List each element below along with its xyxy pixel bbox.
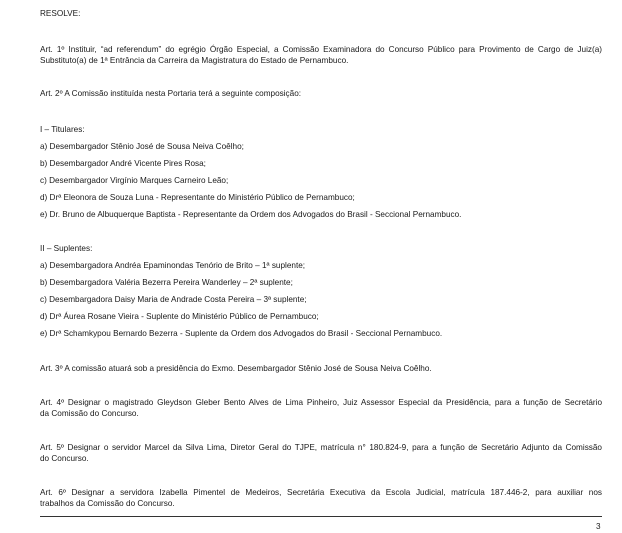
titular-item: a) Desembargador Stênio José de Sousa Neiva Coêlho; — [40, 142, 244, 151]
article-1-line-2: Substituto(a) de 1ª Entrância da Carreira da Magistratura do Estado de Pernambuco. — [40, 56, 349, 65]
article-3: Art. 3º A comissão atuará sob a presidência do Exmo. Desembargador Stênio José de Sousa Neiva Coêlho. — [40, 364, 432, 373]
article-6-line-1: Art. 6º Designar a servidora Izabella Pimentel de Medeiros, Secretária Executiva da Escola Judicial, matrícula 187.446-2, para auxiliar nos — [40, 488, 602, 497]
article-4-line-2: da Comissão do Concurso. — [40, 409, 139, 418]
article-5-line-1: Art. 5º Designar o servidor Marcel da Silva Lima, Diretor Geral do TJPE, matrícula n° 180.824-9, para a função de Secretário Adjunto da Comissão — [40, 443, 602, 452]
article-4-line-1: Art. 4º Designar o magistrado Gleydson Gleber Bento Alves de Lima Pinheiro, Juiz Assessor Especial da Presidência, para a função de Secretário — [40, 398, 602, 407]
suplente-item: b) Desembargadora Valéria Bezerra Pereira Wanderley – 2ª suplente; — [40, 278, 293, 287]
article-5 — [40, 442, 602, 464]
suplente-item: d) Drª Áurea Rosane Vieira - Suplente do Ministério Público de Pernambuco; — [40, 312, 319, 321]
suplentes-heading: II – Suplentes: — [40, 244, 93, 253]
titular-item: c) Desembargador Virgínio Marques Carneiro Leão; — [40, 176, 229, 185]
titular-item: e) Dr. Bruno de Albuquerque Baptista - Representante da Ordem dos Advogados do Brasil - Seccional Pernambuco. — [40, 210, 462, 219]
article-2: Art. 2º A Comissão instituída nesta Portaria terá a seguinte composição: — [40, 89, 302, 98]
suplente-item: c) Desembargadora Daisy Maria de Andrade Costa Pereira – 3ª suplente; — [40, 295, 307, 304]
article-1-line-1: Art. 1º Instituir, “ad referendum” do egrégio Órgão Especial, a Comissão Examinadora do Concurso Público para Provimento de Cargo de Juiz(a) — [40, 45, 602, 54]
titulares-heading: I – Titulares: — [40, 125, 85, 134]
article-5-line-2: do Concurso. — [40, 454, 89, 463]
article-6 — [40, 487, 602, 509]
article-1 — [40, 44, 602, 66]
page-number: 3 — [596, 522, 601, 531]
titular-item: b) Desembargador André Vicente Pires Rosa; — [40, 159, 206, 168]
article-6-line-2: trabalhos da Comissão do Concurso. — [40, 499, 175, 508]
titular-item: d) Drª Eleonora de Souza Luna - Representante do Ministério Público de Pernambuco; — [40, 193, 355, 202]
footer-divider — [40, 516, 602, 517]
resolve-heading: RESOLVE: — [40, 9, 81, 18]
suplente-item: e) Drª Schamkypou Bernardo Bezerra - Suplente da Ordem dos Advogados do Brasil - Seccional Pernambuco. — [40, 329, 443, 338]
article-4 — [40, 397, 602, 419]
suplente-item: a) Desembargadora Andréa Epaminondas Tenório de Brito – 1ª suplente; — [40, 261, 306, 270]
